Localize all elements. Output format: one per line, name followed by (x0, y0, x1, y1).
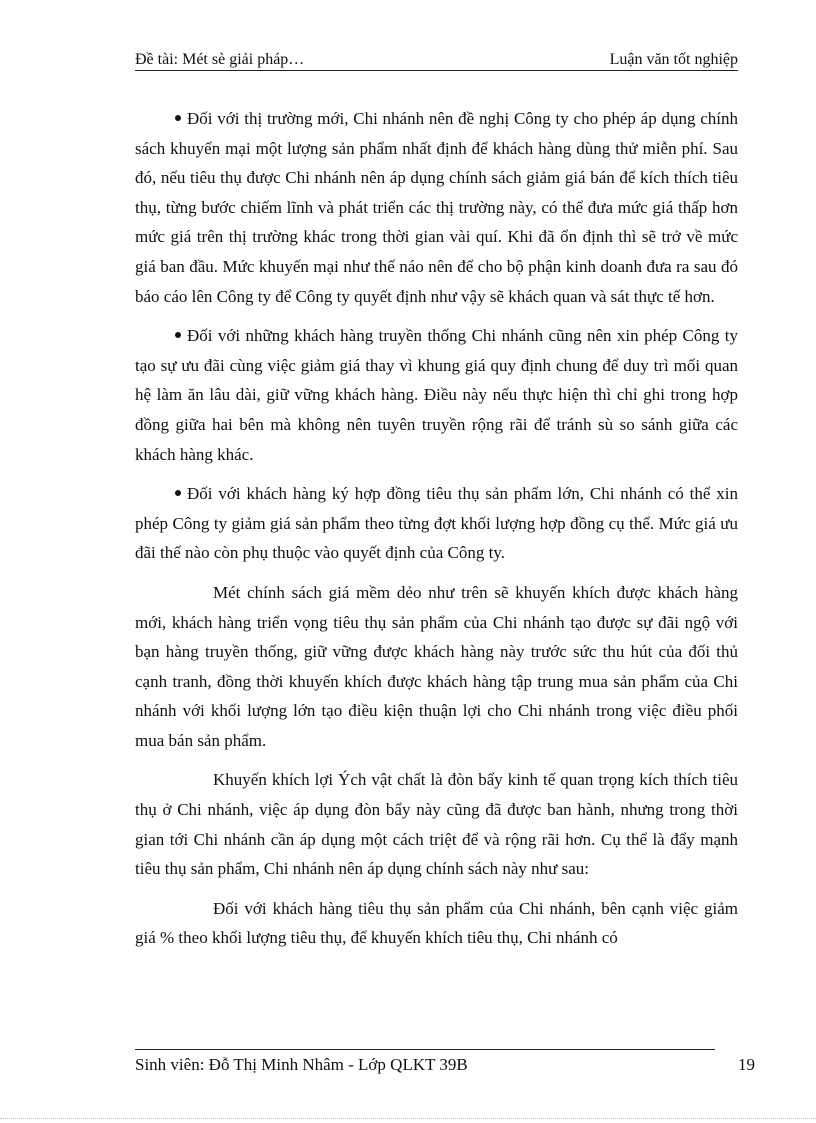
page-header (135, 52, 738, 71)
bullet-icon (175, 490, 181, 496)
paragraph-discount-policy: Đối với khách hàng tiêu thụ sản phẩm của Chi nhánh, bên cạnh việc giảm giá % theo khối lượng tiêu thụ, để khuyến khích tiêu thụ, Chi nhánh có (135, 898, 738, 948)
page-number: 19 (738, 1055, 755, 1074)
bullet-icon (175, 332, 181, 338)
header-thesis-label: Luận văn tốt nghiệp (609, 51, 738, 68)
page-edge-divider (0, 1118, 816, 1119)
paragraph-flexible-pricing: Mét chính sách giá mềm dẻo như trên sẽ khuyến khích được khách hàng mới, khách hàng triển vọng tiêu thụ sản phẩm của Chi nhánh tạo được sự đãi ngộ với bạn hàng truyền thống, giữ vững được khách hàng này trước sức thu hút của đối thủ cạnh tranh, đồng thời khuyến khích được khách hàng tập trung mua sản phẩm của Chi nhánh với khối lượng lớn tạo điều kiện thuận lợi cho Chi nhánh trong việc điều phối mua bán sản phẩm. (135, 582, 738, 750)
footer-student: Sinh viên: Đỗ Thị Minh Nhâm - Lớp QLKT 39B (135, 1055, 468, 1074)
paragraph-traditional-customers: Đối với những khách hàng truyền thống Chi nhánh cũng nên xin phép Công ty tạo sự ưu đãi cùng việc giảm giá thay vì khung giá quy định chung để duy trì mối quan hệ làm ăn lâu dài, giữ vững khách hàng. Điều này nếu thực hiện thì chỉ ghi trong hợp đồng giữa hai bên mà không nên tuyên truyền rộng rãi để tránh sù so sánh giữa các khách hàng khác. (135, 326, 738, 464)
bullet-icon (175, 115, 181, 121)
paragraph-material-incentive: Khuyến khích lợi Ých vật chất là đòn bẩy kinh tế quan trọng kích thích tiêu thụ ở Chi nhánh, việc áp dụng đòn bẩy này cũng đã được ban hành, nhưng trong thời gian tới Chi nhánh cần áp dụng một cách triệt để và rộng rãi hơn. Cụ thể là đẩy mạnh tiêu thụ sản phẩm, Chi nhánh nên áp dụng chính sách này như sau: (135, 770, 738, 879)
footer-divider (135, 1049, 715, 1050)
header-topic: Đề tài: Mét sè giải pháp… (135, 51, 305, 68)
document-body (135, 104, 738, 963)
paragraph-new-market: Đối với thị trường mới, Chi nhánh nên đề nghị Công ty cho phép áp dụng chính sách khuyến mại một lượng sản phẩm nhất định để khách hàng dùng thử miễn phí. Sau đó, nếu tiêu thụ được Chi nhánh nên áp dụng chính sách giảm giá bán để kích thích tiêu thụ, từng bước chiếm lĩnh và phát triển các thị trường này, có thể đưa mức giá thấp hơn mức giá trên thị trường khác trong thời gian vài quí. Khi đã ổn định thì sẽ trở về mức giá ban đầu. Mức khuyến mại như thế náo nên để cho bộ phận kinh doanh đưa ra sau đó báo cáo lên Công ty để Công ty quyết định như vậy sẽ khách quan và sát thực tế hơn. (135, 109, 738, 306)
paragraph-large-contracts: Đối với khách hàng ký hợp đồng tiêu thụ sản phẩm lớn, Chi nhánh có thể xin phép Công ty giảm giá sản phẩm theo từng đợt khối lượng hợp đồng cụ thể. Mức giá ưu đãi thế nào còn phụ thuộc vào quyết định của Công ty. (135, 484, 738, 563)
